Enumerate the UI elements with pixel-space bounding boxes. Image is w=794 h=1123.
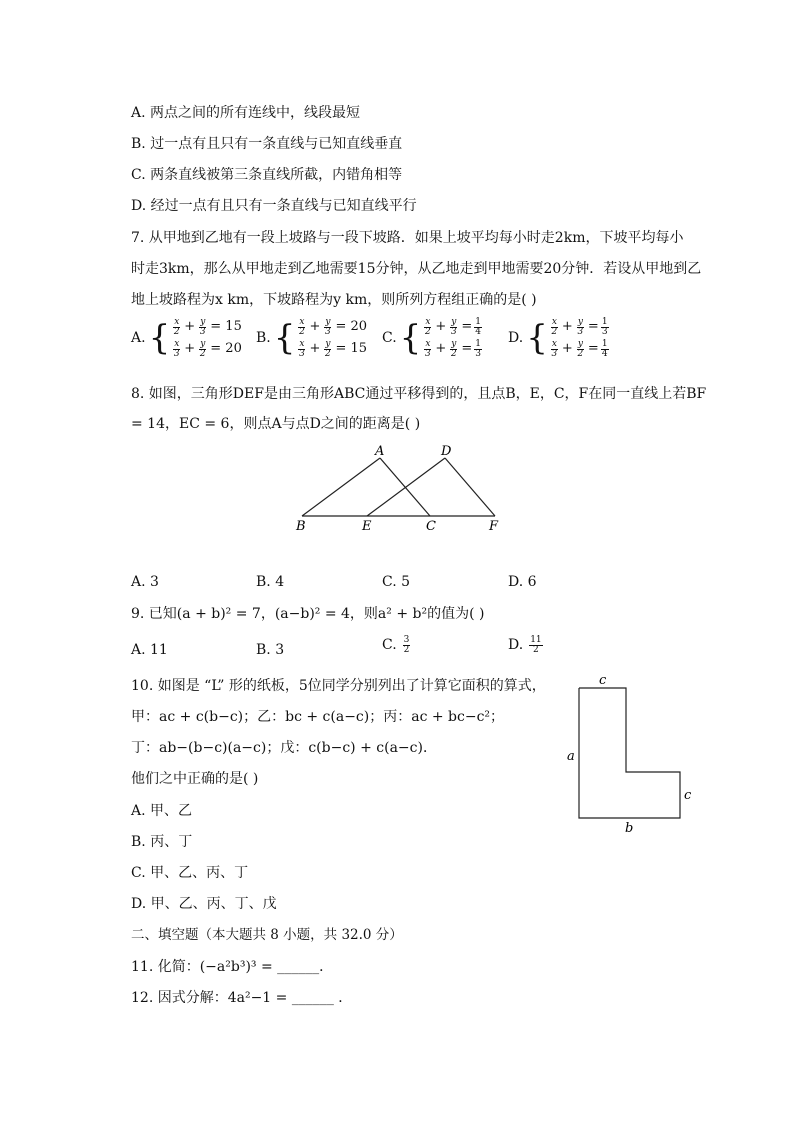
q7-equation-1: $\frac{x}{2}$ + $\frac{y}{3}$ = 15	[173, 316, 242, 337]
equation-rhs: = 20	[335, 319, 368, 334]
option-letter: D.	[508, 330, 524, 346]
fraction-y-num: y	[200, 316, 206, 327]
equation-system	[149, 316, 242, 360]
q7-equation-2: $\frac{x}{3}$ + $\frac{y}{2}$ = $\frac{1}{4}$	[551, 338, 608, 359]
fraction-x-den: 3	[424, 348, 431, 359]
q8-text-line1: 8. 如图，三角形DEF是由三角形ABC通过平移得到的，且点B，E，C，F在同一直线上若BF	[131, 386, 707, 402]
fraction-rhs-num: 1	[601, 316, 608, 327]
q10-option-d: D. 甲、乙、丙、丁、戊	[131, 896, 277, 912]
fraction-y-den: 2	[325, 348, 331, 359]
q9-option-d-fraction	[529, 636, 542, 655]
q7-option-d	[508, 316, 611, 360]
fraction-rhs-den: 3	[475, 348, 482, 359]
q7-equation-1: $\frac{x}{2}$ + $\frac{y}{3}$ = $\frac{1}{4}$	[424, 316, 482, 337]
fraction-y-num: y	[577, 316, 583, 327]
q9-option-d-letter: D.	[508, 637, 524, 653]
fraction-x-den: 2	[424, 326, 431, 337]
q8-triangle-figure	[290, 440, 510, 535]
q7-equation-2: $\frac{x}{3}$ + $\frac{y}{2}$ = 15	[299, 338, 368, 359]
fraction-y-den: 2	[450, 348, 457, 359]
fraction-y	[199, 318, 206, 337]
fraction-y	[450, 340, 457, 359]
q8-text-line2: = 14，EC = 6，则点A与点D之间的距离是( )	[131, 416, 421, 432]
equation-rhs: = 15	[335, 341, 368, 356]
fraction-y-num: y	[577, 338, 583, 349]
equation-system	[400, 316, 484, 360]
section-heading: 二、填空题（本大题共 8 小题，共 32.0 分）	[131, 927, 403, 943]
fraction-x	[173, 340, 180, 359]
q10-option-a: A. 甲、乙	[131, 803, 193, 819]
brace-icon: {	[148, 318, 171, 358]
q7-text-line3: 地上坡路程为x km，下坡路程为y km，则所列方程组正确的是( )	[131, 292, 537, 308]
q8-option-c: C. 5	[382, 574, 411, 590]
q9-option-c	[382, 635, 412, 655]
q10-text-line2: 甲：ac + c(b−c)；乙：bc + c(a−c)；丙：ac + bc−c²；	[131, 709, 505, 725]
label-f: F	[489, 519, 499, 534]
fraction-x	[551, 340, 558, 359]
fraction-x-den: 2	[551, 326, 558, 337]
equation-system	[274, 316, 367, 360]
label-e: E	[362, 519, 372, 534]
fraction-y	[577, 318, 584, 337]
label-c: C	[426, 519, 436, 534]
q8-option-d: D. 6	[508, 574, 537, 590]
fraction-x-den: 2	[299, 326, 305, 337]
fraction-x	[424, 318, 431, 337]
fraction-y-num: y	[451, 338, 457, 349]
q6-option-b: B. 过一点有且只有一条直线与已知直线垂直	[131, 136, 403, 152]
equation-rhs: =	[461, 319, 473, 334]
fraction-rhs	[601, 340, 609, 359]
q6-option-c: C. 两条直线被第三条直线所截，内错角相等	[131, 167, 403, 183]
equation-rhs: = 15	[210, 319, 242, 334]
label-a: A	[375, 444, 385, 459]
brace-icon: {	[273, 318, 296, 358]
fraction-y-num: y	[325, 338, 331, 349]
fraction-x-den: 3	[173, 348, 180, 359]
fraction-x-num: x	[299, 338, 305, 349]
fraction-x-num: x	[299, 316, 305, 327]
fraction-rhs-num: 1	[601, 338, 608, 349]
option-letter: C.	[382, 330, 397, 346]
q9-c-den: 2	[403, 644, 410, 655]
fraction-rhs	[601, 318, 609, 337]
fraction-x	[551, 318, 558, 337]
q9-option-c-fraction	[403, 636, 411, 655]
option-letter: B.	[256, 330, 271, 346]
fraction-x-den: 3	[551, 348, 558, 359]
fraction-x-num: x	[551, 316, 557, 327]
l-label-left-a: a	[567, 749, 575, 764]
fraction-y-num: y	[200, 338, 206, 349]
fraction-x	[424, 340, 431, 359]
fraction-y-num: y	[451, 316, 457, 327]
l-label-top-c: c	[599, 673, 607, 688]
fraction-y	[324, 340, 331, 359]
fraction-rhs-den: 4	[601, 348, 608, 359]
q9-d-num: 11	[530, 634, 542, 645]
q7-option-b	[256, 316, 367, 360]
label-d: D	[441, 444, 452, 459]
fraction-y	[450, 318, 457, 337]
q9-option-d	[508, 635, 545, 655]
fraction-x-num: x	[174, 338, 180, 349]
l-shape-figure	[560, 672, 700, 837]
fraction-rhs	[474, 318, 482, 337]
q8-option-a: A. 3	[131, 574, 159, 590]
q11-text: 11. 化简：(−a²b³)³ = ______．	[131, 959, 334, 975]
fraction-x-num: x	[425, 316, 431, 327]
fraction-y-den: 3	[577, 326, 584, 337]
q10-text-line1: 10. 如图是 “L” 形的纸板，5位同学分别列出了计算它面积的算式，	[131, 678, 546, 694]
q6-option-a: A. 两点之间的所有连线中，线段最短	[131, 105, 361, 121]
fraction-y-den: 2	[199, 348, 206, 359]
q9-text: 9. 已知(a + b)² = 7，(a−b)² = 4，则a² + b²的值为( )	[131, 606, 485, 622]
fraction-rhs-den: 3	[601, 326, 608, 337]
q7-text-line1: 7. 从甲地到乙地有一段上坡路与一段下坡路．如果上坡平均每小时走2km，下坡平均每小	[131, 230, 684, 246]
q7-equation-1: $\frac{x}{2}$ + $\frac{y}{3}$ = 20	[299, 316, 368, 337]
fraction-y	[324, 318, 331, 337]
q7-option-a	[131, 316, 242, 360]
q8-option-b: B. 4	[256, 574, 285, 590]
equation-rhs: =	[587, 341, 599, 356]
equation-rhs: = 20	[210, 341, 242, 356]
q7-text-line2: 时走3km，那么从甲地走到乙地需要15分钟，从乙地走到甲地需要20分钟．若设从甲地到乙	[131, 261, 702, 277]
fraction-y-den: 3	[450, 326, 457, 337]
equation-system	[526, 316, 610, 360]
l-label-right-c: c	[684, 788, 692, 803]
brace-icon: {	[526, 318, 548, 358]
fraction-y-den: 2	[577, 348, 584, 359]
q7-option-c	[382, 316, 484, 360]
fraction-x-num: x	[174, 316, 180, 327]
fraction-y	[577, 340, 584, 359]
brace-icon: {	[399, 318, 422, 358]
q10-text-line4: 他们之中正确的是( )	[131, 771, 259, 787]
equation-rhs: =	[587, 319, 599, 334]
q7-equation-2: $\frac{x}{3}$ + $\frac{y}{2}$ = $\frac{1}{3}$	[424, 338, 482, 359]
q7-equation-1: $\frac{x}{2}$ + $\frac{y}{3}$ = $\frac{1}{3}$	[551, 316, 608, 337]
fraction-x	[298, 340, 305, 359]
q9-option-b: B. 3	[256, 642, 285, 658]
fraction-x-num: x	[425, 338, 431, 349]
q9-d-den: 2	[533, 644, 539, 655]
fraction-y-den: 3	[325, 326, 331, 337]
label-b: B	[296, 519, 306, 534]
q6-option-d: D. 经过一点有且只有一条直线与已知直线平行	[131, 198, 417, 214]
q9-option-c-letter: C.	[382, 637, 397, 653]
option-letter: A.	[131, 330, 146, 346]
fraction-y	[199, 340, 206, 359]
q9-c-num: 3	[403, 634, 410, 645]
fraction-x	[173, 318, 180, 337]
fraction-rhs-num: 1	[475, 316, 482, 327]
fraction-x-den: 2	[173, 326, 180, 337]
q10-option-b: B. 丙、丁	[131, 834, 193, 850]
q12-text: 12. 因式分解：4a²−1 = ______ ．	[131, 990, 353, 1006]
fraction-x	[298, 318, 305, 337]
fraction-y-den: 3	[199, 326, 206, 337]
q10-text-line3: 丁：ab−(b−c)(a−c)；戊：c(b−c) + c(a−c)．	[131, 740, 437, 756]
fraction-rhs-num: 1	[475, 338, 482, 349]
equation-rhs: =	[461, 341, 473, 356]
fraction-x-num: x	[551, 338, 557, 349]
q10-option-c: C. 甲、乙、丙、丁	[131, 865, 249, 881]
q7-equation-2: $\frac{x}{3}$ + $\frac{y}{2}$ = 20	[173, 338, 242, 359]
fraction-y-num: y	[325, 316, 331, 327]
fraction-x-den: 3	[299, 348, 305, 359]
fraction-rhs	[474, 340, 482, 359]
q9-option-a: A. 11	[131, 642, 168, 658]
fraction-rhs-den: 4	[475, 326, 482, 337]
l-label-bottom-b: b	[625, 821, 634, 836]
